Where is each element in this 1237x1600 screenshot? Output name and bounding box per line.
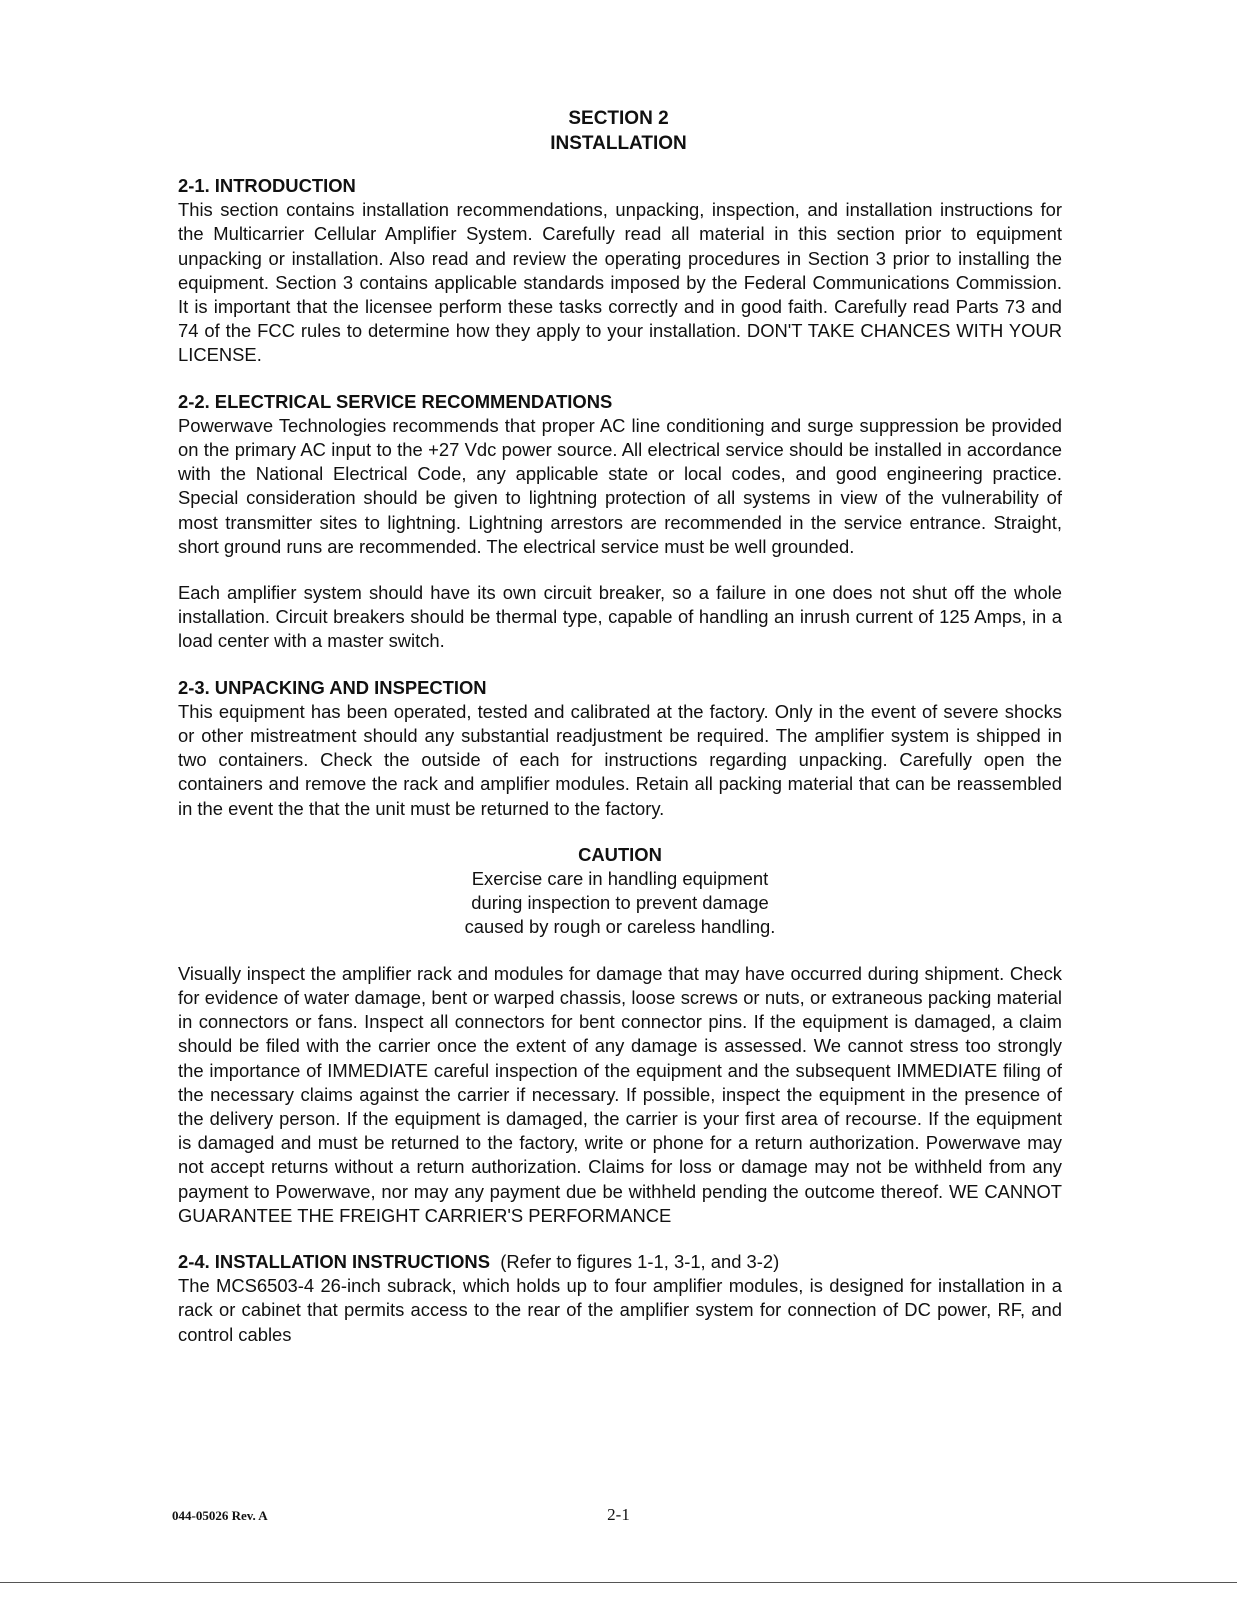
heading-electrical-service: 2-2. ELECTRICAL SERVICE RECOMMENDATIONS <box>178 390 613 412</box>
paragraph-introduction: This section contains installation recommendations, unpacking, inspection, and installation instructions for the Multicarrier Cellular Amplifier System. Carefully read all material in this section prior to equipment unpacking or installation. Also read and review the operating procedures in Section 3 prior to installing the equipment. Section 3 contains applicable standards imposed by the Federal Communications Commission. It is important that the licensee perform these tasks correctly and in good faith. Carefully read Parts 73 and 74 of the FCC rules to determine how they apply to your installation. DON'T TAKE CHANCES WITH YOUR LICENSE. <box>178 199 1062 366</box>
caution-notice <box>178 843 1062 940</box>
paragraph-electrical-service-2: Each amplifier system should have its own circuit breaker, so a failure in one does not shut off the whole installation. Circuit breakers should be thermal type, capable of handling an inrush current of 125 Amps, in a load center with a master switch. <box>178 582 1062 652</box>
footer-document-number: 044-05026 Rev. A <box>172 1508 268 1523</box>
footer-page-number: 2-1 <box>607 1505 630 1524</box>
heading-installation-instructions-title: 2-4. INSTALLATION INSTRUCTIONS <box>178 1250 490 1272</box>
section-header <box>0 106 1237 156</box>
paragraph-unpacking-2: Visually inspect the amplifier rack and modules for damage that may have occurred during shipment. Check for evidence of water damage, bent or warped chassis, loose screws or nuts, or extraneous packing material in connectors or fans. Inspect all connectors for bent connector pins. If the equipment is damaged, a claim should be filed with the carrier once the extent of any damage is assessed. We cannot stress too strongly the importance of IMMEDIATE careful inspection of the equipment and the subsequent IMMEDIATE filing of the necessary claims against the carrier if necessary. If possible, inspect the equipment in the presence of the delivery person. If the equipment is damaged, the carrier is your first area of recourse. If the equipment is damaged and must be returned to the factory, write or phone for a return authorization. Powerwave may not accept returns without a return authorization. Claims for loss or damage may not be withheld from any payment to Powerwave, nor may any payment due be withheld pending the outcome thereof. WE CANNOT GUARANTEE THE FREIGHT CARRIER'S PERFORMANCE <box>178 962 1062 1226</box>
footer-rule <box>0 1582 1237 1583</box>
caution-line-3: caused by rough or careless handling. <box>464 916 776 938</box>
paragraph-unpacking-1: This equipment has been operated, tested and calibrated at the factory. Only in the event of severe shocks or other mistreatment should any substantial readjustment be required. The amplifier system is shipped in two containers. Check the outside of each for instructions regarding unpacking. Carefully open the containers and remove the rack and amplifier modules. Retain all packing material that can be reassembled in the event the that the unit must be returned to the factory. <box>178 700 1062 819</box>
caution-title: CAUTION <box>578 843 662 865</box>
section-title: INSTALLATION <box>550 133 687 154</box>
caution-line-1: Exercise care in handling equipment <box>471 868 769 890</box>
caution-line-2: during inspection to prevent damage <box>471 892 769 914</box>
paragraph-electrical-service-1: Powerwave Technologies recommends that proper AC line conditioning and surge suppression be provided on the primary AC input to the +27 Vdc power source. All electrical service should be installed in accordance with the National Electrical Code, any applicable state or local codes, and good engineering practice. Special consideration should be given to lightning protection of all systems in view of the vulnerability of most transmitter sites to lightning. Lightning arrestors are recommended in the service entrance. Straight, short ground runs are recommended. The electrical service must be well grounded. <box>178 414 1062 557</box>
heading-installation-instructions <box>178 1250 1062 1274</box>
heading-introduction: 2-1. INTRODUCTION <box>178 175 356 196</box>
heading-installation-instructions-note: (Refer to figures 1-1, 3-1, and 3-2) <box>500 1250 780 1272</box>
document-body <box>178 174 1062 1347</box>
section-number: SECTION 2 <box>568 108 669 129</box>
heading-unpacking-inspection: 2-3. UNPACKING AND INSPECTION <box>178 676 487 698</box>
paragraph-installation-instructions: The MCS6503-4 26-inch subrack, which holds up to four amplifier modules, is designed for installation in a rack or cabinet that permits access to the rear of the amplifier system for connection of DC power, RF, and control cables <box>178 1275 1062 1345</box>
